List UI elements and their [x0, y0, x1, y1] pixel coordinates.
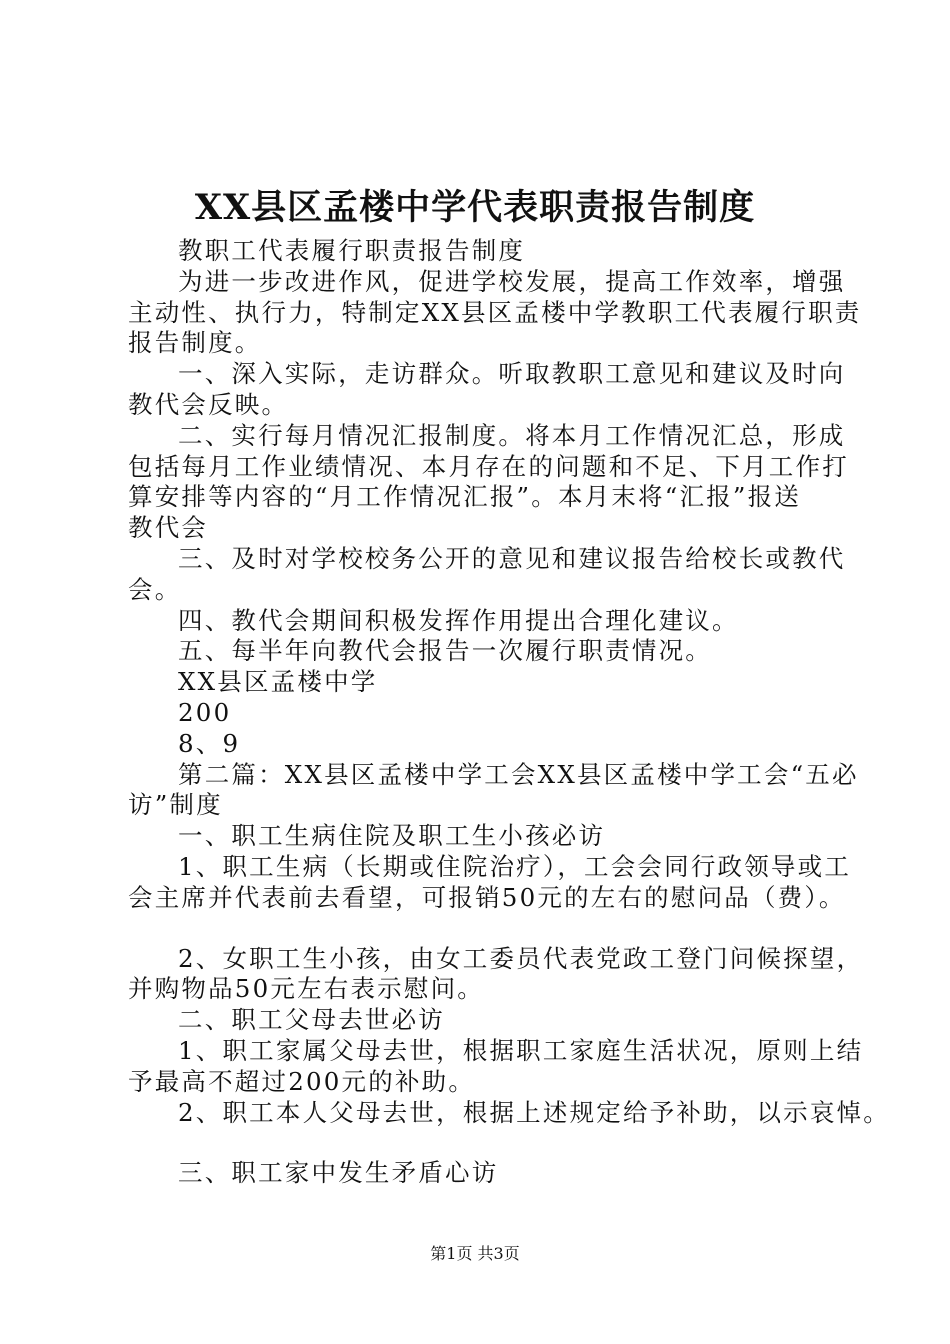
- paragraph-line: 主动性、执行力，特制定XX县区孟楼中学教职工代表履行职责: [128, 297, 862, 327]
- document-body: [128, 236, 890, 1189]
- section-heading: 第二篇：XX县区孟楼中学工会XX县区孟楼中学工会“五必: [178, 759, 859, 789]
- paragraph-line: 包括每月工作业绩情况、本月存在的问题和不足、下月工作打: [128, 451, 849, 481]
- paragraph-line: 为进一步改进作风，促进学校发展，提高工作效率，增强: [178, 266, 846, 296]
- paragraph-line: 2、女职工生小孩，由女工委员代表党政工登门问候探望，: [178, 943, 864, 973]
- page-footer: 第1页 共3页: [430, 1244, 520, 1263]
- paragraph-line: 予最高不超过200元的补助。: [128, 1066, 476, 1096]
- paragraph-line: 五、每半年向教代会报告一次履行职责情况。: [178, 636, 712, 666]
- blank-line: [128, 914, 838, 944]
- paragraph-line: 教职工代表履行职责报告制度: [178, 236, 526, 265]
- section-heading: 访”制度: [128, 790, 223, 820]
- paragraph-line: 1、职工生病（长期或住院治疗），工会会同行政领导或工: [178, 851, 852, 881]
- signature-school: XX县区孟楼中学: [178, 667, 378, 697]
- paragraph-line: 会。: [128, 574, 182, 604]
- paragraph-line: 二、实行每月情况汇报制度。将本月工作情况汇总，形成: [178, 420, 846, 450]
- paragraph-line: 二、职工父母去世必访: [178, 1005, 445, 1035]
- paragraph-line: 四、教代会期间积极发挥作用提出合理化建议。: [178, 605, 739, 635]
- paragraph-line: 三、职工家中发生矛盾心访: [178, 1158, 499, 1188]
- paragraph-line: 一、深入实际，走访群众。听取教职工意见和建议及时向: [178, 359, 846, 389]
- paragraph-line: 会主席并代表前去看望，可报销50元的左右的慰问品（费）。: [128, 882, 846, 912]
- document-title: XX县区孟楼中学代表职责报告制度: [194, 187, 756, 228]
- paragraph-line: 教代会反映。: [128, 389, 289, 419]
- paragraph-line: 并购物品50元左右表示慰问。: [128, 974, 484, 1004]
- paragraph-line: 三、及时对学校校务公开的意见和建议报告给校长或教代: [178, 543, 846, 573]
- paragraph-line: 2、职工本人父母去世，根据上述规定给予补助，以示哀悼。: [178, 1097, 890, 1127]
- paragraph-line: 1、职工家属父母去世，根据职工家庭生活状况，原则上结: [178, 1035, 864, 1065]
- paragraph-line: 算安排等内容的“月工作情况汇报”。本月末将“汇报”报送: [128, 482, 801, 512]
- signature-year: 200: [178, 697, 232, 727]
- signature-date: 8、9: [178, 728, 241, 758]
- blank-line: [128, 1128, 838, 1158]
- paragraph-line: 教代会: [128, 513, 209, 543]
- paragraph-line: 报告制度。: [128, 328, 262, 358]
- paragraph-line: 一、职工生病住院及职工生小孩必访: [178, 821, 606, 851]
